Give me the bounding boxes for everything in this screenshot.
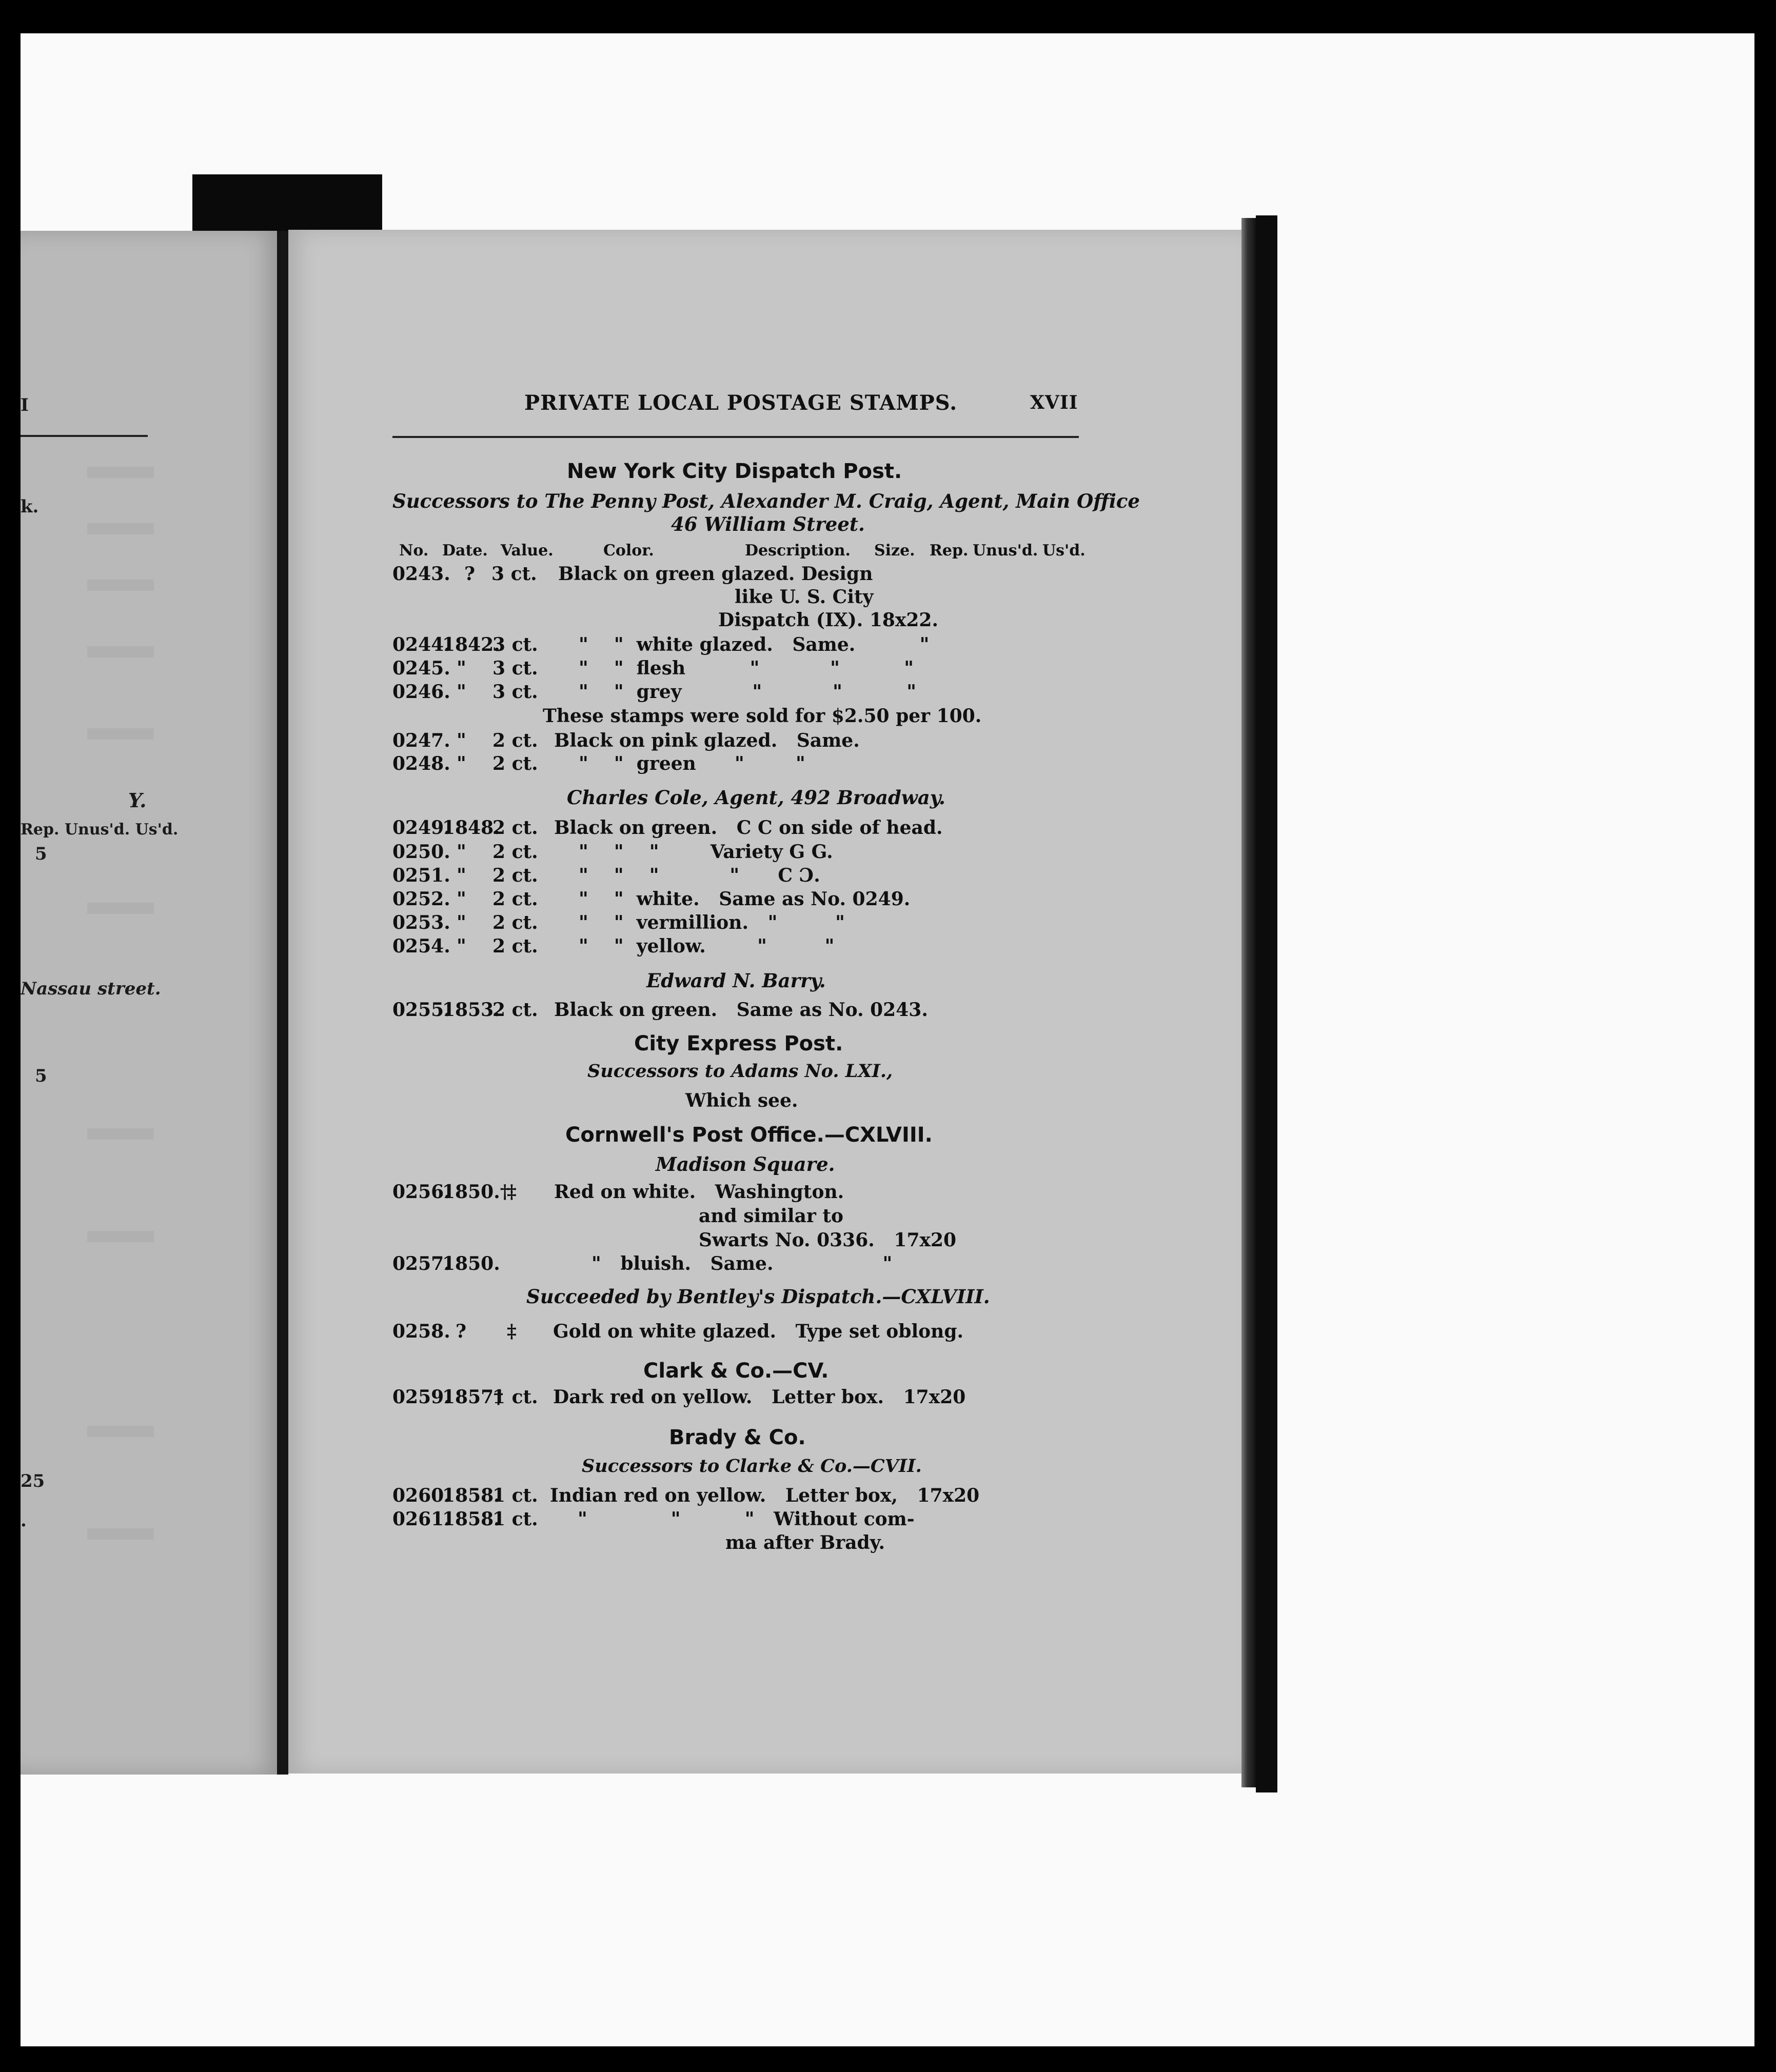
entry-date: " bbox=[457, 912, 466, 933]
column-header: Date. bbox=[442, 542, 488, 560]
left-fragment: 25 bbox=[21, 1471, 45, 1491]
faded-text bbox=[87, 1426, 154, 1437]
entry-date: 1848. bbox=[442, 817, 500, 839]
entry-no: 0244. bbox=[392, 634, 450, 655]
section-note: Which see. bbox=[685, 1090, 798, 1111]
entry-date: ? bbox=[456, 1321, 467, 1342]
section-subtitle: Successors to The Penny Post, Alexander M. Craig, Agent, Main Office bbox=[392, 490, 1140, 512]
entry-text: " " " Without com- bbox=[578, 1508, 915, 1530]
entry-date: 1850.† bbox=[442, 1181, 510, 1203]
entry-text: Black on green. Same as No. 0243. bbox=[554, 999, 928, 1021]
entry-no: 0256. bbox=[392, 1181, 450, 1203]
entry-value: 2 ct. bbox=[492, 730, 538, 751]
section-title: Clark & Co.—CV. bbox=[643, 1359, 829, 1383]
column-header: Unus'd. bbox=[973, 542, 1038, 560]
entry-value: 3 ct. bbox=[492, 658, 538, 679]
left-fragment: I bbox=[21, 395, 29, 415]
entry-date: " bbox=[457, 753, 466, 774]
entry-value: 1 ct. bbox=[492, 1485, 538, 1506]
faded-text bbox=[87, 1231, 154, 1242]
left-fragment: k. bbox=[21, 496, 39, 517]
entry-date: " bbox=[457, 841, 466, 863]
entry-text: " " green " " bbox=[579, 753, 805, 774]
entry-date: 1857† bbox=[442, 1386, 504, 1408]
entry-text: Dark red on yellow. Letter box. 17x20 bbox=[553, 1386, 966, 1408]
faded-text bbox=[87, 580, 154, 591]
entry-value: 2 ct. bbox=[492, 999, 538, 1021]
entry-no: 0258. bbox=[392, 1321, 450, 1342]
entry-date: 1842. bbox=[442, 634, 500, 655]
section-subtitle: 46 William Street. bbox=[671, 513, 865, 535]
entry-no: 0243. bbox=[392, 563, 450, 585]
section-title: Cornwell's Post Office.—CXLVIII. bbox=[565, 1123, 933, 1147]
entry-value: 3 ct. bbox=[492, 681, 538, 703]
scan-border-right bbox=[1754, 0, 1776, 2072]
entry-value: 2 ct. bbox=[492, 817, 538, 839]
section-title: City Express Post. bbox=[634, 1032, 843, 1055]
left-fragment: 5 bbox=[35, 844, 47, 864]
faded-text bbox=[87, 1528, 154, 1540]
entry-date: " bbox=[457, 935, 466, 957]
entry-text: " " vermillion. " " bbox=[579, 912, 845, 933]
entry-value: 1 ct. bbox=[492, 1386, 538, 1408]
section-subtitle: Successors to Adams No. LXI., bbox=[587, 1061, 893, 1082]
entry-no: 0257. bbox=[392, 1253, 450, 1274]
entry-date: " bbox=[457, 658, 466, 679]
entry-text: Gold on white glazed. Type set oblong. bbox=[553, 1321, 964, 1342]
faded-text bbox=[87, 467, 154, 478]
left-fragment: Nassau street. bbox=[21, 979, 161, 999]
faded-text bbox=[87, 1128, 154, 1140]
entry-value: 1 ct. bbox=[492, 1508, 538, 1530]
scan-border-left bbox=[0, 0, 21, 2072]
entry-text: Black on pink glazed. Same. bbox=[554, 730, 860, 751]
entry-no: 0245. bbox=[392, 658, 450, 679]
entry-text: " " white glazed. Same. " bbox=[579, 634, 930, 655]
entry-text: Red on white. Washington. bbox=[554, 1181, 844, 1203]
entry-text: like U. S. City bbox=[735, 586, 874, 608]
entry-no: 0254. bbox=[392, 935, 450, 957]
entry-date: " bbox=[457, 865, 466, 886]
book-tab bbox=[192, 174, 382, 236]
section-title: New York City Dispatch Post. bbox=[567, 460, 902, 483]
entry-no: 0260. bbox=[392, 1485, 450, 1506]
entry-value: 2 ct. bbox=[492, 753, 538, 774]
entry-text: " bluish. Same. " bbox=[591, 1253, 893, 1274]
entry-date: " bbox=[457, 730, 466, 751]
entry-no: 0259. bbox=[392, 1386, 450, 1408]
entry-no: 0246. bbox=[392, 681, 450, 703]
entry-no: 0253. bbox=[392, 912, 450, 933]
entry-no: 0252. bbox=[392, 888, 450, 910]
page-edge bbox=[1241, 218, 1256, 1787]
entry-text: " " flesh " " " bbox=[579, 658, 914, 679]
entry-value: 2 ct. bbox=[492, 841, 538, 863]
column-header: Color. bbox=[603, 542, 654, 560]
entry-text: Swarts No. 0336. 17x20 bbox=[699, 1229, 957, 1251]
column-header: Description. bbox=[745, 542, 851, 560]
column-header: Us'd. bbox=[1042, 542, 1086, 560]
faded-text bbox=[87, 646, 154, 658]
section-title: Brady & Co. bbox=[669, 1426, 806, 1449]
left-page-rule bbox=[21, 435, 148, 437]
section-note: These stamps were sold for $2.50 per 100. bbox=[543, 705, 982, 727]
faded-text bbox=[87, 523, 154, 534]
left-page bbox=[21, 231, 282, 1775]
entry-value: 2 ct. bbox=[492, 935, 538, 957]
column-header: No. bbox=[399, 542, 429, 560]
entry-text: Black on green glazed. Design bbox=[558, 563, 873, 585]
left-fragment: Rep. Unus'd. Us'd. bbox=[21, 821, 179, 839]
column-header: Value. bbox=[501, 542, 554, 560]
entry-text: " " " Variety G G. bbox=[579, 841, 833, 863]
entry-value: 2 ct. bbox=[492, 865, 538, 886]
entry-no: 0249. bbox=[392, 817, 450, 839]
entry-value: ‡ bbox=[507, 1181, 517, 1203]
entry-text: " " grey " " " bbox=[579, 681, 917, 703]
entry-value: ‡ bbox=[507, 1321, 517, 1342]
entry-text: " " white. Same as No. 0249. bbox=[579, 888, 911, 910]
entry-no: 0255. bbox=[392, 999, 450, 1021]
entry-text: and similar to bbox=[699, 1205, 844, 1227]
left-fragment: . bbox=[21, 1510, 27, 1531]
running-header: PRIVATE LOCAL POSTAGE STAMPS. bbox=[524, 391, 958, 415]
scan-border-bottom bbox=[0, 2046, 1776, 2072]
header-rule bbox=[392, 436, 1079, 438]
left-fragment: Y. bbox=[128, 789, 147, 812]
entry-text: ma after Brady. bbox=[725, 1532, 885, 1553]
section-subtitle: Successors to Clarke & Co.—CVII. bbox=[582, 1456, 922, 1477]
entry-text: " " " " C Ɔ. bbox=[579, 865, 820, 886]
entry-value: 3 ct. bbox=[491, 563, 537, 585]
scan-border-top bbox=[0, 0, 1776, 33]
faded-text bbox=[87, 903, 154, 914]
book-gutter bbox=[277, 231, 288, 1775]
entry-value: 2 ct. bbox=[492, 888, 538, 910]
page-number: XVII bbox=[1030, 392, 1078, 413]
column-header: Rep. bbox=[930, 542, 969, 560]
page-edge-shadow bbox=[1256, 215, 1277, 1792]
entry-value: 3 ct. bbox=[492, 634, 538, 655]
entry-text: Dispatch (IX). 18x22. bbox=[718, 609, 939, 631]
entry-no: 0247. bbox=[392, 730, 450, 751]
entry-date: 1858. bbox=[442, 1508, 500, 1530]
left-fragment: 5 bbox=[35, 1066, 47, 1086]
entry-text: Black on green. C C on side of head. bbox=[554, 817, 943, 839]
entry-date: 1858. bbox=[442, 1485, 500, 1506]
entry-date: 1850. bbox=[442, 1253, 500, 1274]
entry-value: 2 ct. bbox=[492, 912, 538, 933]
entry-no: 0261. bbox=[392, 1508, 450, 1530]
entry-no: 0250. bbox=[392, 841, 450, 863]
section-subtitle: Madison Square. bbox=[656, 1153, 835, 1176]
entry-no: 0248. bbox=[392, 753, 450, 774]
section-title: Charles Cole, Agent, 492 Broadway. bbox=[567, 786, 945, 809]
section-note: Succeeded by Bentley's Dispatch.—CXLVIII. bbox=[526, 1285, 990, 1308]
entry-text: Indian red on yellow. Letter box, 17x20 bbox=[550, 1485, 980, 1506]
entry-no: 0251. bbox=[392, 865, 450, 886]
entry-date: 1853. bbox=[442, 999, 500, 1021]
entry-text: " " yellow. " " bbox=[579, 935, 835, 957]
entry-date: " bbox=[457, 681, 466, 703]
entry-date: " bbox=[457, 888, 466, 910]
section-title: Edward N. Barry. bbox=[646, 969, 826, 992]
faded-text bbox=[87, 728, 154, 740]
entry-date: ? bbox=[464, 563, 476, 585]
column-header: Size. bbox=[874, 542, 915, 560]
